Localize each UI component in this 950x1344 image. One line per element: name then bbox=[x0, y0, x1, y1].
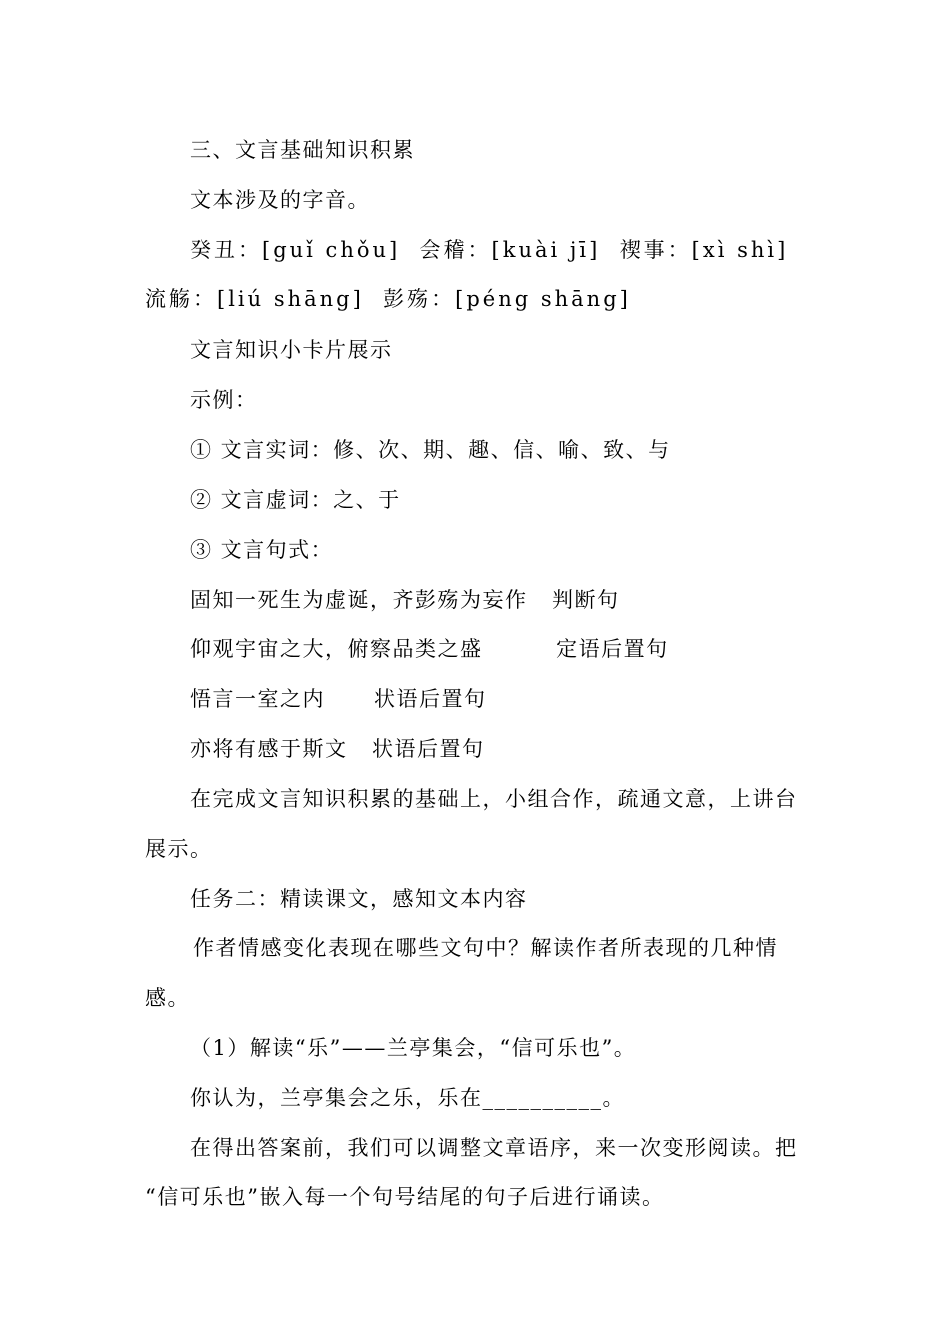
paragraph-line: 展示。 bbox=[145, 837, 213, 861]
list-item: ① 文言实词：修、次、期、趣、信、喻、致、与 bbox=[190, 438, 671, 462]
paragraph-line: 在得出答案前，我们可以调整文章语序，来一次变形阅读。把 bbox=[190, 1136, 798, 1160]
subsection-heading: （1）解读“乐”——兰亭集会，“信可乐也”。 bbox=[190, 1036, 637, 1060]
list-item: ③ 文言句式： bbox=[190, 538, 334, 562]
paragraph-line: 文言知识小卡片展示 bbox=[190, 338, 393, 362]
fill-blank-line: 你认为，兰亭集会之乐，乐在__________。 bbox=[190, 1086, 625, 1110]
section-heading: 三、文言基础知识积累 bbox=[190, 138, 415, 162]
example-sentence: 悟言一室之内 状语后置句 bbox=[190, 687, 487, 711]
paragraph-line: “信可乐也”嵌入每一个句号结尾的句子后进行诵读。 bbox=[145, 1185, 665, 1209]
paragraph-line: 在完成文言知识积累的基础上，小组合作，疏通文意，上讲台 bbox=[190, 787, 798, 811]
paragraph-line: 作者情感变化表现在哪些文句中？解读作者所表现的几种情 bbox=[193, 936, 778, 960]
paragraph-line: 感。 bbox=[145, 986, 190, 1010]
pronunciation-line: 流觞：[liú shāng] 彭殇：[péng shāng] bbox=[145, 287, 631, 311]
paragraph-line: 示例： bbox=[190, 388, 258, 412]
example-sentence: 亦将有感于斯文 状语后置句 bbox=[190, 737, 485, 761]
example-sentence: 固知一死生为虚诞，齐彭殇为妄作 判断句 bbox=[190, 588, 620, 612]
list-item: ② 文言虚词：之、于 bbox=[190, 488, 401, 512]
example-sentence: 仰观宇宙之大，俯察品类之盛 定语后置句 bbox=[190, 637, 669, 661]
task-heading: 任务二：精读课文，感知文本内容 bbox=[190, 887, 528, 911]
pronunciation-line: 癸丑：[guǐ chǒu] 会稽：[kuài jī] 禊事：[xì shì] bbox=[190, 238, 789, 262]
paragraph-line: 文本涉及的字音。 bbox=[190, 188, 370, 212]
